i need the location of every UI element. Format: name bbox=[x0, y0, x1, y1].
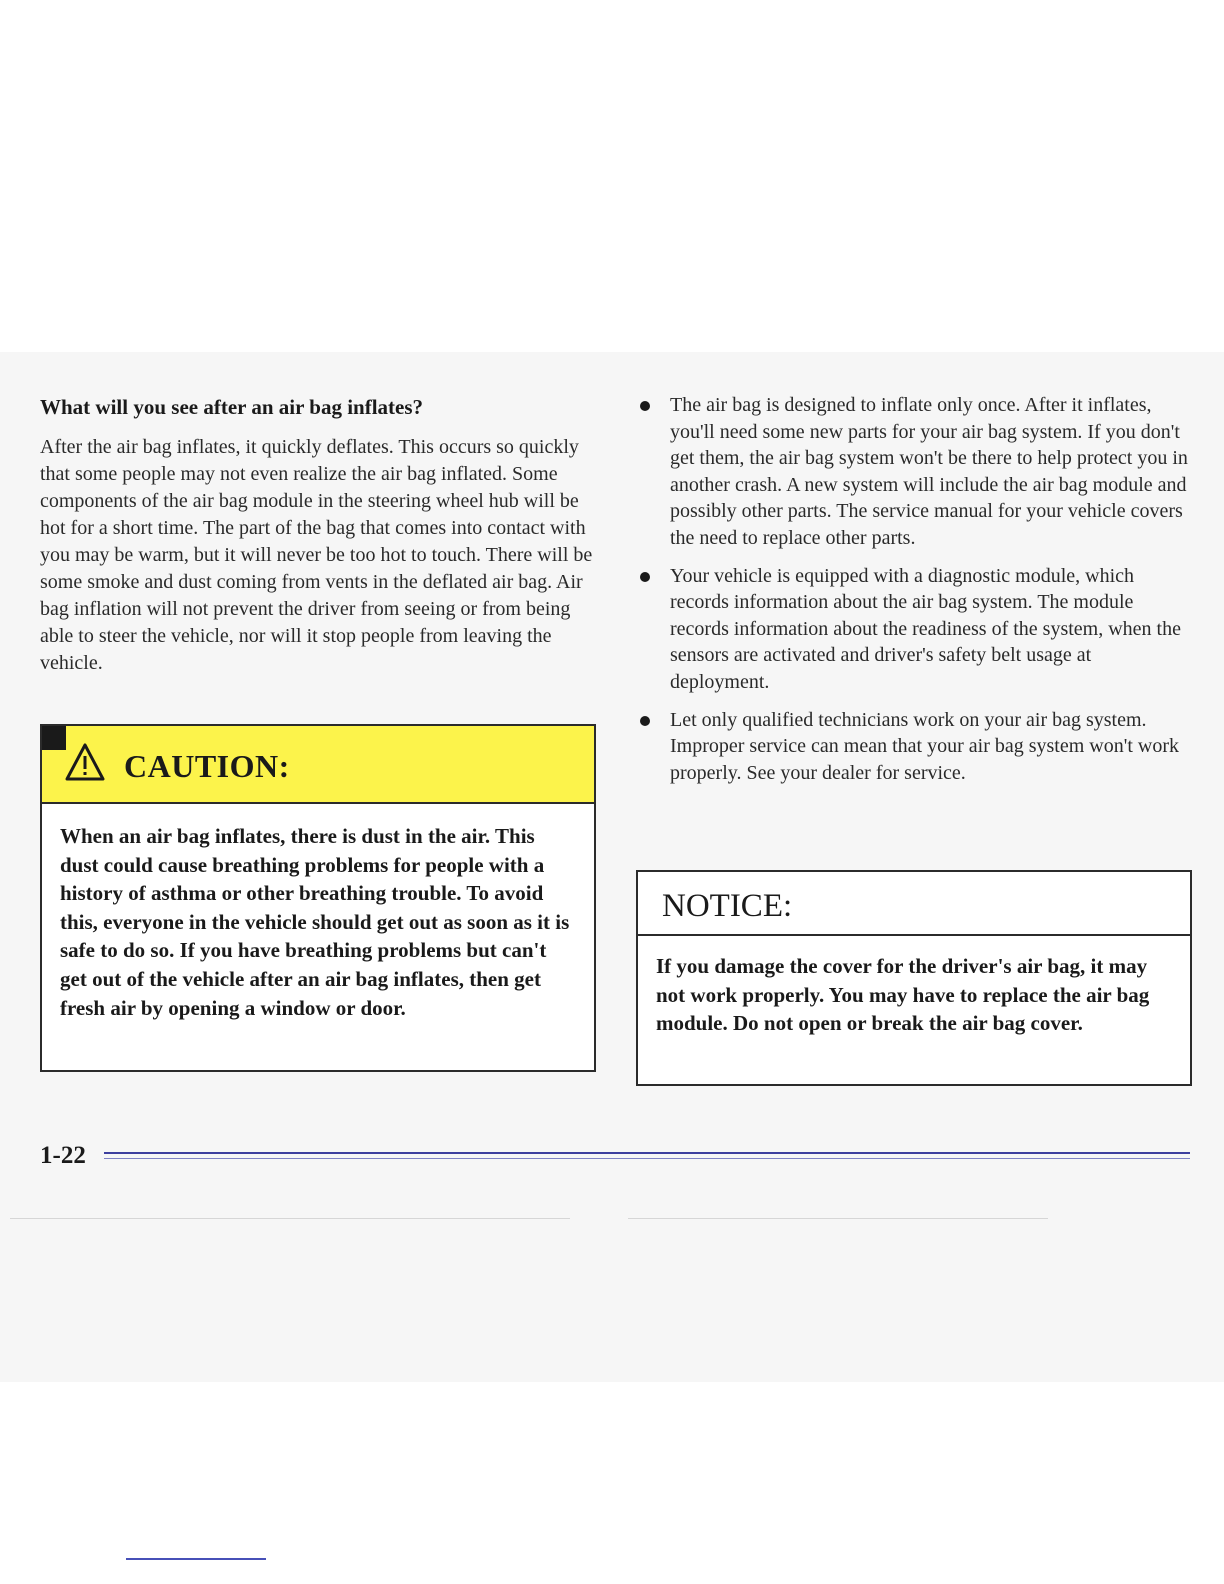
notice-box bbox=[636, 870, 1192, 1086]
bullet-list bbox=[636, 392, 1192, 786]
list-item bbox=[636, 563, 1192, 696]
caution-text: When an air bag inflates, there is dust in the air. This dust could cause breathing problems for people with a history of asthma or other breathing trouble. To avoid this, everyone in the vehicle should get out as soon as it is safe to do so. If you have breathing problems but can't get out of the vehicle after an air bag inflates, then get fresh air by opening a window or door. bbox=[60, 824, 570, 1020]
page-number: 1-22 bbox=[40, 1142, 86, 1169]
notice-text: If you damage the cover for the driver's air bag, it may not work properly. You may have to replace the air bag module. Do not open or break the air bag cover. bbox=[656, 954, 1150, 1036]
notice-header bbox=[638, 872, 1190, 936]
list-item-text: Let only qualified technicians work on your air bag system. Improper service can mean that your air bag system won't work properly. See your dealer for service. bbox=[670, 708, 1179, 784]
caution-title: CAUTION: bbox=[124, 748, 290, 784]
bottom-underline bbox=[126, 1558, 266, 1560]
section-paragraph: After the air bag inflates, it quickly deflates. This occurs so quickly that some people may not even realize the air bag inflated. Some components of the air bag module in the steering wheel hub will be hot for a short time. The part of the bag that comes into contact with you may be warm, but it will never be too hot to touch. There will be some smoke and dust coming from vents in the deflated air bag. Air bag inflation will not prevent the driver from seeing or from being able to steer the vehicle, nor will it stop people from leaving the vehicle. bbox=[40, 436, 593, 674]
warning-triangle-icon bbox=[64, 742, 106, 782]
section-heading: What will you see after an air bag inflates? bbox=[40, 395, 424, 419]
faint-divider bbox=[628, 1218, 1048, 1219]
faint-divider bbox=[10, 1218, 570, 1219]
footer-rule bbox=[104, 1150, 1190, 1162]
list-item-text: Your vehicle is equipped with a diagnostic module, which records information about the air bag system. The module records information about the readiness of the system, when the sensors are activated and driver's safety belt usage at deployment. bbox=[670, 564, 1181, 693]
caution-box bbox=[40, 724, 596, 1072]
bullet-dot-icon bbox=[640, 716, 650, 726]
list-item bbox=[636, 392, 1192, 552]
left-column bbox=[40, 392, 596, 677]
right-column bbox=[636, 392, 1192, 797]
list-item bbox=[636, 707, 1192, 787]
bullet-dot-icon bbox=[640, 401, 650, 411]
bullet-dot-icon bbox=[640, 572, 650, 582]
notice-title: NOTICE: bbox=[662, 888, 793, 924]
list-item-text: The air bag is designed to inflate only once. After it inflates, you'll need some new parts for your air bag system. If you don't get them, the air bag system won't be there to help protect you in another crash. A new system will include the air bag module and possibly other parts. The service manual for your vehicle covers the need to replace other parts. bbox=[670, 394, 1188, 549]
caution-header bbox=[42, 726, 594, 804]
caution-corner-mark bbox=[42, 726, 66, 750]
